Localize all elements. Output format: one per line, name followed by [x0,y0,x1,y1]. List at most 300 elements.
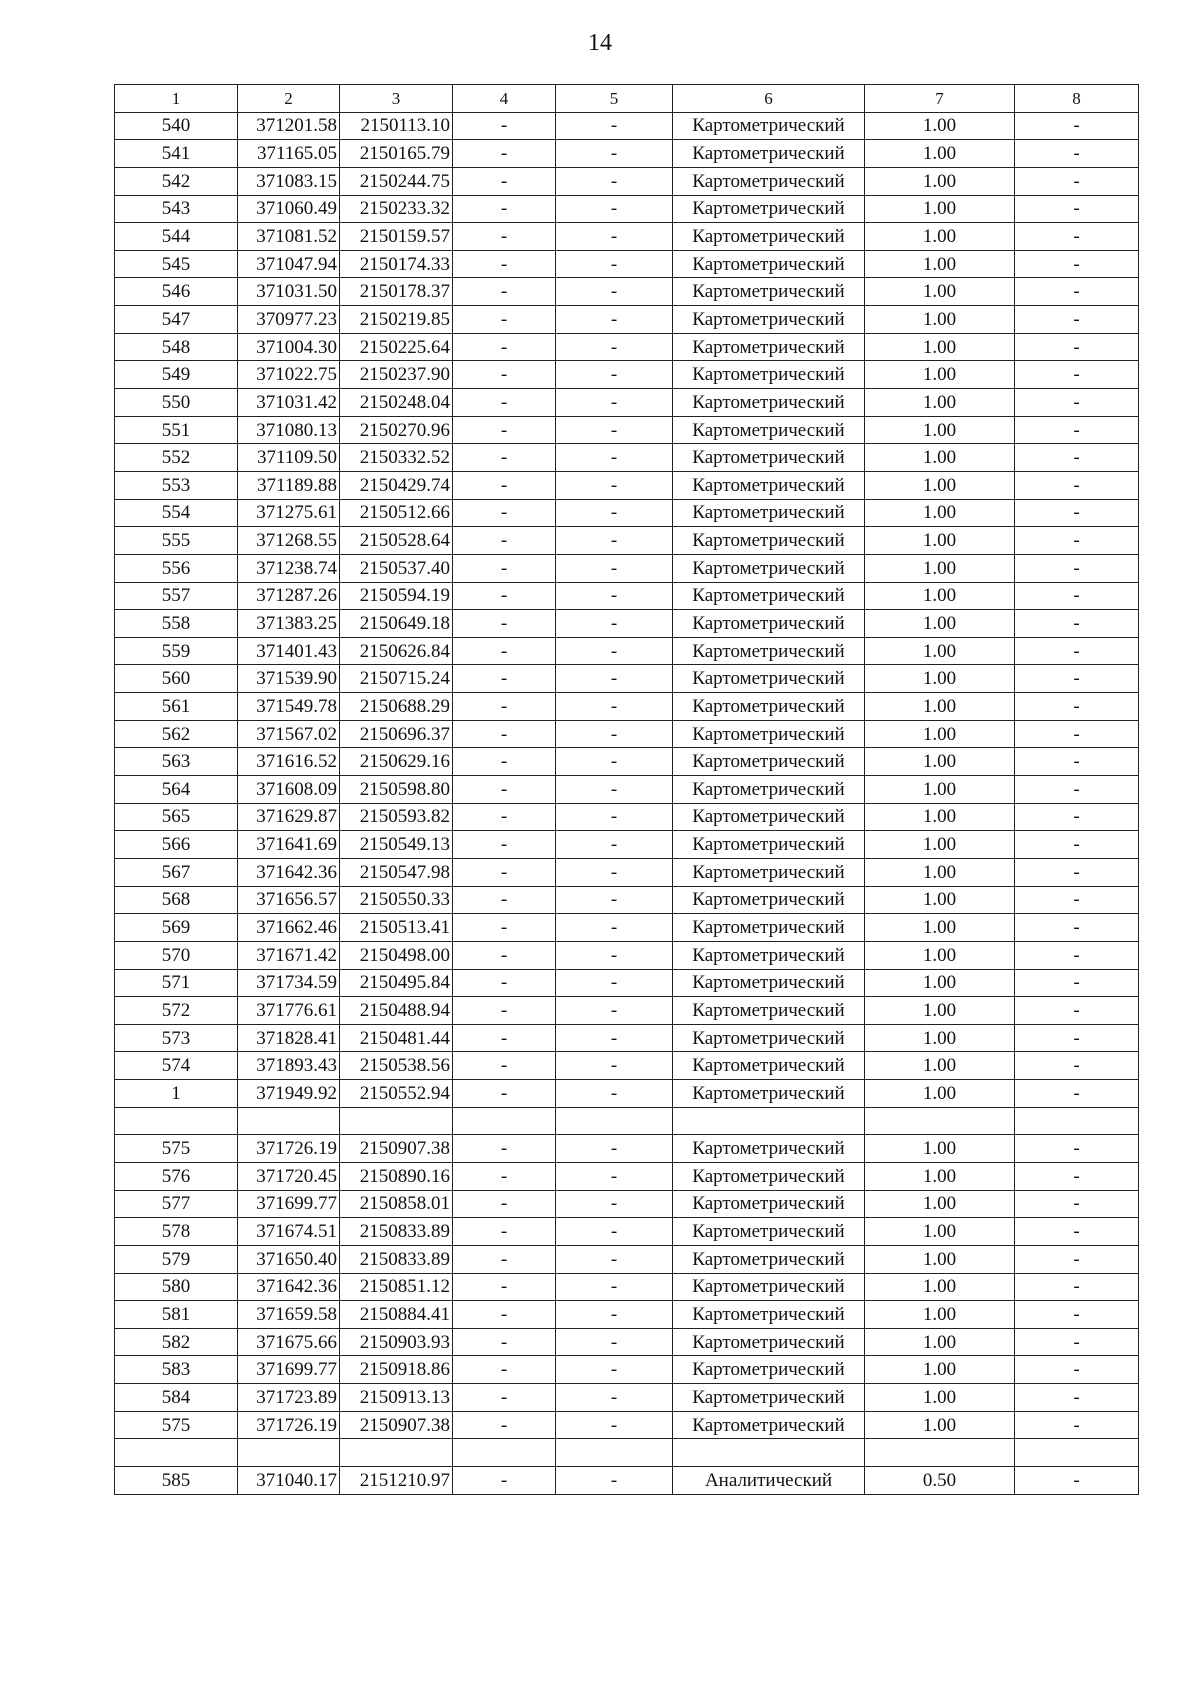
accuracy-cell: 1.00 [865,1411,1015,1439]
point-number-cell: 557 [115,582,238,610]
y-coordinate-cell: 2150649.18 [340,610,453,638]
accuracy-cell: 1.00 [865,886,1015,914]
column-5-cell: - [556,693,673,721]
y-coordinate-cell: 2150594.19 [340,582,453,610]
method-cell: Картометрический [673,112,865,140]
table-row [115,941,1139,969]
column-4-cell: - [453,831,556,859]
method-cell: Картометрический [673,278,865,306]
x-coordinate-cell: 371189.88 [238,471,340,499]
accuracy-cell: 1.00 [865,389,1015,417]
table-row [115,803,1139,831]
column-4-cell: - [453,637,556,665]
accuracy-cell: 1.00 [865,112,1015,140]
point-number-cell: 574 [115,1052,238,1080]
column-8-cell: - [1015,527,1139,555]
column-5-cell: - [556,416,673,444]
point-number-cell: 553 [115,471,238,499]
column-4-cell: - [453,803,556,831]
point-number-cell: 580 [115,1273,238,1301]
method-cell: Картометрический [673,389,865,417]
column-4-cell: - [453,416,556,444]
point-number-cell: 575 [115,1135,238,1163]
column-4-cell: - [453,306,556,334]
y-coordinate-cell: 2150547.98 [340,858,453,886]
x-coordinate-cell: 371650.40 [238,1245,340,1273]
column-4-cell: - [453,499,556,527]
table-row [115,1356,1139,1384]
x-coordinate-cell: 371629.87 [238,803,340,831]
column-4-cell: - [453,554,556,582]
column-4-cell: - [453,112,556,140]
method-cell: Картометрический [673,527,865,555]
point-number-cell: 573 [115,1024,238,1052]
accuracy-cell: 1.00 [865,1301,1015,1329]
method-cell: Картометрический [673,306,865,334]
accuracy-cell: 1.00 [865,582,1015,610]
method-cell: Картометрический [673,831,865,859]
table-row [115,1080,1139,1108]
column-8-cell: - [1015,720,1139,748]
column-8-cell: - [1015,1218,1139,1246]
column-4-cell: - [453,858,556,886]
column-4-cell: - [453,1218,556,1246]
y-coordinate-cell: 2150903.93 [340,1328,453,1356]
accuracy-cell: 1.00 [865,831,1015,859]
column-4-cell: - [453,333,556,361]
accuracy-cell: 1.00 [865,665,1015,693]
y-coordinate-cell: 2150512.66 [340,499,453,527]
table-body [115,112,1139,1494]
method-cell: Картометрический [673,941,865,969]
table-row [115,112,1139,140]
accuracy-cell: 1.00 [865,858,1015,886]
x-coordinate-cell: 371275.61 [238,499,340,527]
accuracy-cell [865,1439,1015,1467]
x-coordinate-cell: 371165.05 [238,140,340,168]
column-5-cell: - [556,554,673,582]
table-row [115,278,1139,306]
point-number-cell: 562 [115,720,238,748]
table-row [115,416,1139,444]
x-coordinate-cell: 371675.66 [238,1328,340,1356]
x-coordinate-cell: 371674.51 [238,1218,340,1246]
y-coordinate-cell: 2150918.86 [340,1356,453,1384]
column-4-cell: - [453,1190,556,1218]
accuracy-cell: 1.00 [865,1080,1015,1108]
method-cell: Картометрический [673,416,865,444]
y-coordinate-cell: 2150626.84 [340,637,453,665]
point-number-cell: 550 [115,389,238,417]
method-cell: Картометрический [673,776,865,804]
accuracy-cell: 0.50 [865,1467,1015,1495]
accuracy-cell: 1.00 [865,1024,1015,1052]
column-4-cell: - [453,969,556,997]
column-5-cell: - [556,361,673,389]
method-cell: Картометрический [673,610,865,638]
column-8-cell: - [1015,416,1139,444]
table-row [115,720,1139,748]
accuracy-cell: 1.00 [865,1245,1015,1273]
method-cell: Картометрический [673,333,865,361]
y-coordinate-cell: 2150429.74 [340,471,453,499]
column-5-cell: - [556,1273,673,1301]
table-row [115,1328,1139,1356]
column-8-cell: - [1015,941,1139,969]
x-coordinate-cell: 371238.74 [238,554,340,582]
point-number-cell: 540 [115,112,238,140]
column-header: 3 [340,85,453,113]
column-8-cell: - [1015,499,1139,527]
point-number-cell: 582 [115,1328,238,1356]
point-number-cell: 544 [115,223,238,251]
column-8-cell: - [1015,112,1139,140]
column-5-cell: - [556,1080,673,1108]
column-4-cell [453,1107,556,1135]
y-coordinate-cell: 2150858.01 [340,1190,453,1218]
y-coordinate-cell: 2150174.33 [340,250,453,278]
table-row [115,389,1139,417]
column-8-cell: - [1015,637,1139,665]
column-4-cell: - [453,471,556,499]
point-number-cell: 584 [115,1384,238,1412]
x-coordinate-cell: 371699.77 [238,1190,340,1218]
column-5-cell: - [556,1467,673,1495]
x-coordinate-cell: 371004.30 [238,333,340,361]
column-5-cell: - [556,250,673,278]
method-cell: Картометрический [673,1218,865,1246]
column-4-cell: - [453,997,556,1025]
x-coordinate-cell: 371734.59 [238,969,340,997]
y-coordinate-cell: 2150629.16 [340,748,453,776]
x-coordinate-cell: 371828.41 [238,1024,340,1052]
y-coordinate-cell: 2150498.00 [340,941,453,969]
column-4-cell: - [453,914,556,942]
point-number-cell: 542 [115,167,238,195]
table-row [115,499,1139,527]
accuracy-cell: 1.00 [865,1356,1015,1384]
x-coordinate-cell: 371720.45 [238,1162,340,1190]
method-cell: Картометрический [673,1190,865,1218]
table-row [115,637,1139,665]
table-row [115,333,1139,361]
y-coordinate-cell: 2150907.38 [340,1411,453,1439]
table-row [115,195,1139,223]
column-8-cell: - [1015,444,1139,472]
column-5-cell: - [556,803,673,831]
column-8-cell: - [1015,1190,1139,1218]
column-4-cell: - [453,250,556,278]
point-number-cell: 571 [115,969,238,997]
point-number-cell: 556 [115,554,238,582]
table-row [115,1245,1139,1273]
x-coordinate-cell: 371549.78 [238,693,340,721]
column-8-cell: - [1015,1273,1139,1301]
point-number-cell: 548 [115,333,238,361]
column-4-cell: - [453,389,556,417]
table-row [115,1218,1139,1246]
column-5-cell: - [556,665,673,693]
point-number-cell: 549 [115,361,238,389]
column-4-cell: - [453,1411,556,1439]
point-number-cell: 583 [115,1356,238,1384]
point-number-cell: 577 [115,1190,238,1218]
column-4-cell: - [453,582,556,610]
column-8-cell: - [1015,693,1139,721]
column-8-cell: - [1015,1356,1139,1384]
column-4-cell: - [453,1162,556,1190]
x-coordinate-cell: 371401.43 [238,637,340,665]
point-number-cell: 579 [115,1245,238,1273]
column-5-cell: - [556,140,673,168]
table-row [115,748,1139,776]
method-cell: Картометрический [673,499,865,527]
x-coordinate-cell: 371383.25 [238,610,340,638]
column-8-cell: - [1015,1162,1139,1190]
point-number-cell [115,1439,238,1467]
accuracy-cell: 1.00 [865,1218,1015,1246]
y-coordinate-cell: 2150159.57 [340,223,453,251]
point-number-cell: 568 [115,886,238,914]
column-8-cell: - [1015,167,1139,195]
column-5-cell: - [556,610,673,638]
column-5-cell: - [556,831,673,859]
method-cell: Картометрический [673,886,865,914]
column-4-cell: - [453,1273,556,1301]
x-coordinate-cell: 371060.49 [238,195,340,223]
x-coordinate-cell: 371268.55 [238,527,340,555]
y-coordinate-cell: 2150890.16 [340,1162,453,1190]
y-coordinate-cell: 2150550.33 [340,886,453,914]
column-8-cell: - [1015,776,1139,804]
point-number-cell: 543 [115,195,238,223]
accuracy-cell: 1.00 [865,693,1015,721]
table-row [115,167,1139,195]
accuracy-cell: 1.00 [865,914,1015,942]
column-8-cell: - [1015,140,1139,168]
column-4-cell: - [453,278,556,306]
point-number-cell: 572 [115,997,238,1025]
y-coordinate-cell: 2150237.90 [340,361,453,389]
point-number-cell: 558 [115,610,238,638]
column-5-cell [556,1107,673,1135]
x-coordinate-cell: 371699.77 [238,1356,340,1384]
column-4-cell: - [453,1135,556,1163]
method-cell: Картометрический [673,720,865,748]
column-5-cell: - [556,1024,673,1052]
column-8-cell: - [1015,886,1139,914]
method-cell: Картометрический [673,471,865,499]
column-4-cell: - [453,1328,556,1356]
x-coordinate-cell: 371031.42 [238,389,340,417]
column-5-cell: - [556,637,673,665]
column-8-cell: - [1015,803,1139,831]
accuracy-cell: 1.00 [865,306,1015,334]
table-row [115,1107,1139,1135]
method-cell: Картометрический [673,1162,865,1190]
method-cell: Аналитический [673,1467,865,1495]
x-coordinate-cell: 371671.42 [238,941,340,969]
table-row [115,1301,1139,1329]
x-coordinate-cell: 371022.75 [238,361,340,389]
accuracy-cell: 1.00 [865,361,1015,389]
point-number-cell: 551 [115,416,238,444]
column-5-cell: - [556,748,673,776]
column-5-cell: - [556,1384,673,1412]
method-cell: Картометрический [673,554,865,582]
table-row [115,140,1139,168]
method-cell: Картометрический [673,1024,865,1052]
accuracy-cell: 1.00 [865,527,1015,555]
point-number-cell: 566 [115,831,238,859]
table-row [115,914,1139,942]
y-coordinate-cell: 2150481.44 [340,1024,453,1052]
method-cell: Картометрический [673,444,865,472]
method-cell: Картометрический [673,1245,865,1273]
column-5-cell: - [556,195,673,223]
column-4-cell: - [453,720,556,748]
column-4-cell: - [453,1052,556,1080]
table-row [115,665,1139,693]
column-4-cell: - [453,941,556,969]
method-cell: Картометрический [673,1356,865,1384]
accuracy-cell: 1.00 [865,941,1015,969]
column-8-cell [1015,1107,1139,1135]
accuracy-cell: 1.00 [865,1384,1015,1412]
column-4-cell: - [453,1024,556,1052]
column-8-cell: - [1015,1080,1139,1108]
column-8-cell: - [1015,1328,1139,1356]
column-4-cell: - [453,693,556,721]
x-coordinate-cell: 371287.26 [238,582,340,610]
y-coordinate-cell: 2150715.24 [340,665,453,693]
column-8-cell: - [1015,195,1139,223]
y-coordinate-cell: 2150495.84 [340,969,453,997]
accuracy-cell: 1.00 [865,610,1015,638]
column-8-cell: - [1015,278,1139,306]
accuracy-cell: 1.00 [865,1273,1015,1301]
column-5-cell: - [556,1218,673,1246]
y-coordinate-cell: 2150833.89 [340,1245,453,1273]
y-coordinate-cell: 2150913.13 [340,1384,453,1412]
column-4-cell: - [453,886,556,914]
column-5-cell: - [556,720,673,748]
column-4-cell: - [453,1080,556,1108]
method-cell: Картометрический [673,1328,865,1356]
table-row [115,1467,1139,1495]
column-5-cell: - [556,223,673,251]
column-4-cell: - [453,444,556,472]
accuracy-cell: 1.00 [865,803,1015,831]
y-coordinate-cell: 2150538.56 [340,1052,453,1080]
column-5-cell: - [556,527,673,555]
column-5-cell: - [556,167,673,195]
column-5-cell: - [556,941,673,969]
accuracy-cell: 1.00 [865,1190,1015,1218]
table-row [115,471,1139,499]
x-coordinate-cell: 371949.92 [238,1080,340,1108]
table-row [115,693,1139,721]
method-cell: Картометрический [673,997,865,1025]
y-coordinate-cell: 2150513.41 [340,914,453,942]
y-coordinate-cell: 2150851.12 [340,1273,453,1301]
coordinates-table [114,84,1139,1495]
y-coordinate-cell: 2150552.94 [340,1080,453,1108]
point-number-cell: 569 [115,914,238,942]
x-coordinate-cell [238,1107,340,1135]
column-8-cell: - [1015,969,1139,997]
accuracy-cell: 1.00 [865,1135,1015,1163]
table-row [115,776,1139,804]
column-5-cell: - [556,886,673,914]
y-coordinate-cell: 2150233.32 [340,195,453,223]
method-cell: Картометрический [673,858,865,886]
accuracy-cell: 1.00 [865,250,1015,278]
point-number-cell [115,1107,238,1135]
table-row [115,1384,1139,1412]
column-4-cell: - [453,167,556,195]
method-cell: Картометрический [673,1080,865,1108]
y-coordinate-cell: 2150178.37 [340,278,453,306]
y-coordinate-cell: 2150244.75 [340,167,453,195]
method-cell [673,1439,865,1467]
accuracy-cell [865,1107,1015,1135]
x-coordinate-cell: 371662.46 [238,914,340,942]
y-coordinate-cell: 2150537.40 [340,554,453,582]
y-coordinate-cell: 2150248.04 [340,389,453,417]
y-coordinate-cell: 2150598.80 [340,776,453,804]
accuracy-cell: 1.00 [865,444,1015,472]
column-8-cell: - [1015,665,1139,693]
column-4-cell: - [453,665,556,693]
column-5-cell: - [556,1135,673,1163]
point-number-cell: 570 [115,941,238,969]
column-5-cell: - [556,471,673,499]
accuracy-cell: 1.00 [865,167,1015,195]
table-row [115,858,1139,886]
accuracy-cell: 1.00 [865,554,1015,582]
column-8-cell: - [1015,1024,1139,1052]
accuracy-cell: 1.00 [865,195,1015,223]
column-8-cell: - [1015,610,1139,638]
point-number-cell: 547 [115,306,238,334]
method-cell: Картометрический [673,167,865,195]
table-row [115,444,1139,472]
column-5-cell: - [556,1162,673,1190]
accuracy-cell: 1.00 [865,499,1015,527]
table-row [115,1411,1139,1439]
table-row [115,969,1139,997]
column-8-cell: - [1015,250,1139,278]
y-coordinate-cell: 2151210.97 [340,1467,453,1495]
point-number-cell: 581 [115,1301,238,1329]
method-cell: Картометрический [673,748,865,776]
x-coordinate-cell: 371567.02 [238,720,340,748]
column-4-cell: - [453,361,556,389]
column-5-cell: - [556,444,673,472]
method-cell: Картометрический [673,250,865,278]
method-cell: Картометрический [673,969,865,997]
x-coordinate-cell: 371659.58 [238,1301,340,1329]
table-row [115,886,1139,914]
table-row [115,1135,1139,1163]
x-coordinate-cell: 371201.58 [238,112,340,140]
column-8-cell: - [1015,1135,1139,1163]
point-number-cell: 575 [115,1411,238,1439]
y-coordinate-cell: 2150332.52 [340,444,453,472]
column-8-cell: - [1015,306,1139,334]
x-coordinate-cell: 371031.50 [238,278,340,306]
